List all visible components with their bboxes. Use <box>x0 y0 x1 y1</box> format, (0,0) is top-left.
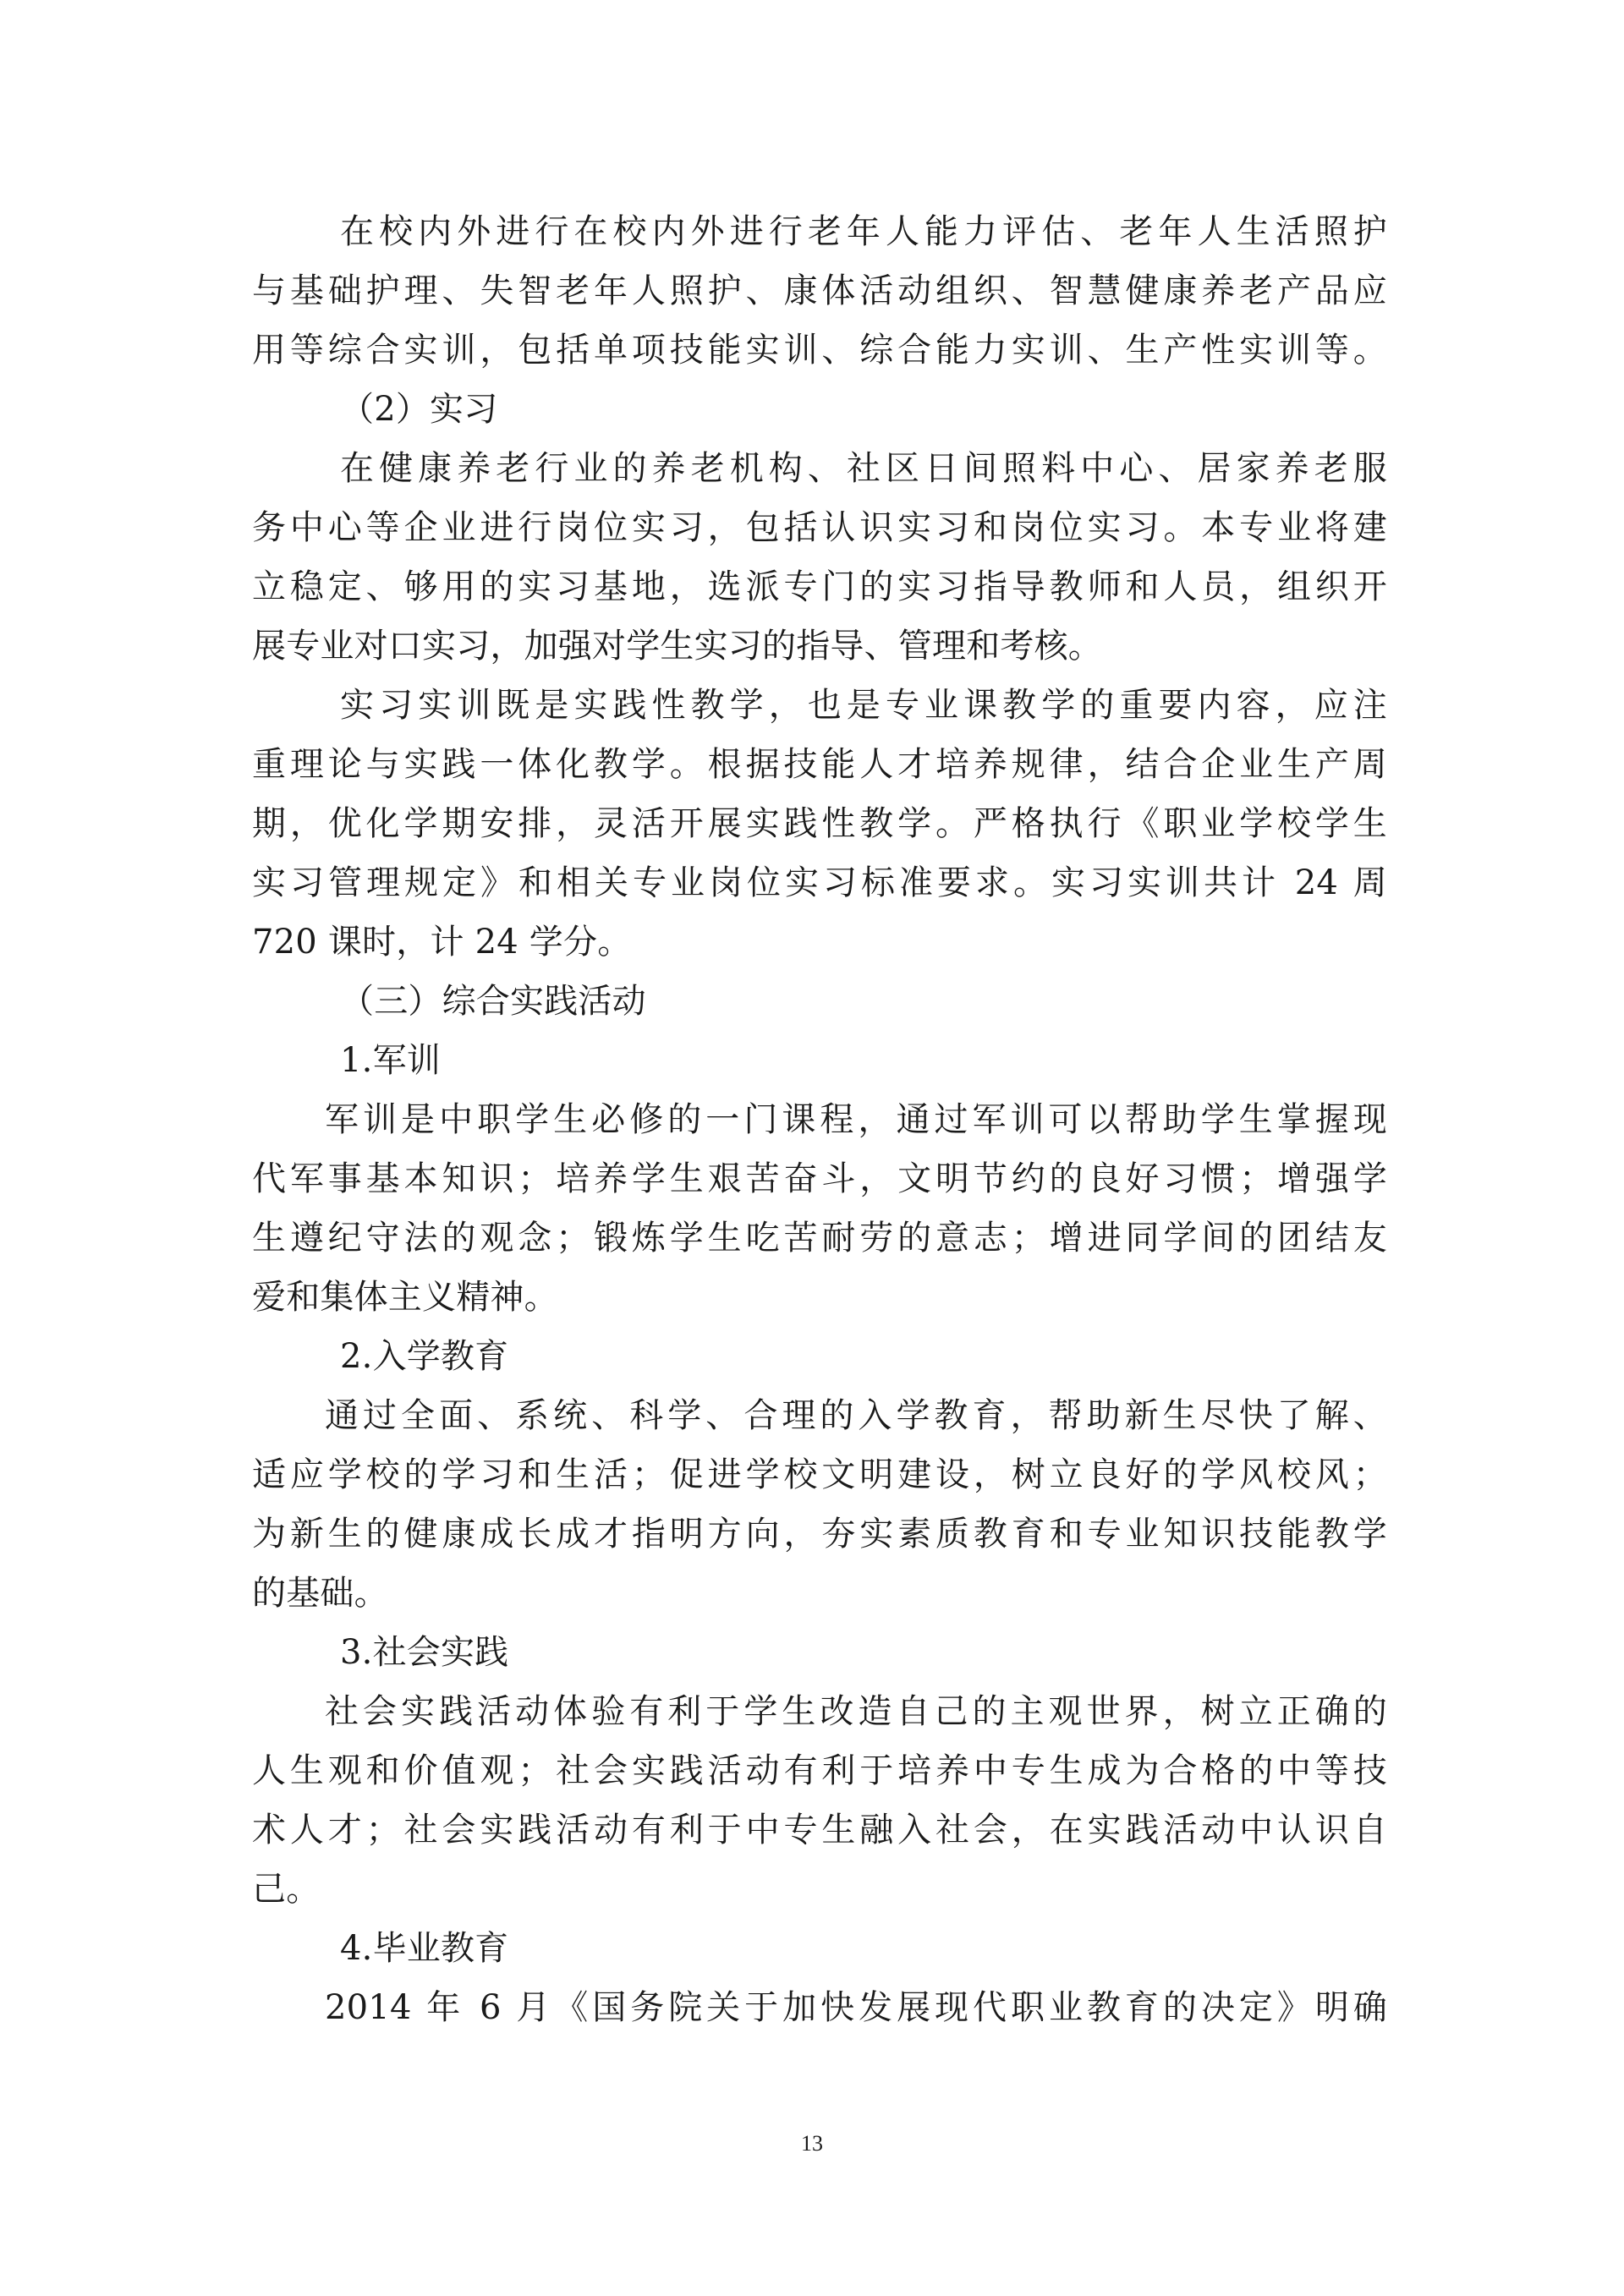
paragraph-line: 己。 <box>252 1870 321 1909</box>
paragraph-line: 适应学校的学习和生活；促进学校文明建设，树立良好的学风校风； <box>252 1455 1387 1494</box>
paragraph-line: 立稳定、够用的实习基地，选派专门的实习指导教师和人员，组织开 <box>252 567 1387 606</box>
paragraph-line: 代军事基本知识；培养学生艰苦奋斗，文明节约的良好习惯；增强学 <box>252 1159 1387 1198</box>
paragraph-line: 人生观和价值观；社会实践活动有利于培养中专生成为合格的中等技 <box>252 1751 1387 1790</box>
paragraph-line: 期，优化学期安排，灵活开展实践性教学。严格执行《职业学校学生 <box>252 804 1387 843</box>
subsection-heading: （2）实习 <box>340 390 498 429</box>
paragraph-line: 在校内外进行在校内外进行老年人能力评估、老年人生活照护 <box>340 212 1387 251</box>
paragraph-line: 实习管理规定》和相关专业岗位实习标准要求。实习实训共计 24 周 <box>252 863 1387 902</box>
paragraph-line: 展专业对口实习，加强对学生实习的指导、管理和考核。 <box>252 627 1102 666</box>
paragraph-line: 通过全面、系统、科学、合理的入学教育，帮助新生尽快了解、 <box>325 1396 1387 1435</box>
paragraph-line: 实习实训既是实践性教学，也是专业课教学的重要内容，应注 <box>340 686 1387 725</box>
paragraph-line: 的基础。 <box>252 1574 388 1613</box>
paragraph-line: 为新生的健康成长成才指明方向，夯实素质教育和专业知识技能教学 <box>252 1515 1387 1553</box>
section-heading: （三）综合实践活动 <box>340 982 646 1021</box>
paragraph-line: 重理论与实践一体化教学。根据技能人才培养规律，结合企业生产周 <box>252 745 1387 784</box>
subsection-heading: 3.社会实践 <box>340 1633 509 1672</box>
subsection-heading: 2.入学教育 <box>340 1337 509 1376</box>
paragraph-line: 生遵纪守法的观念；锻炼学生吃苦耐劳的意志；增进同学间的团结友 <box>252 1219 1387 1258</box>
paragraph-line: 在健康养老行业的养老机构、社区日间照料中心、居家养老服 <box>340 449 1387 488</box>
subsection-heading: 1.军训 <box>340 1041 441 1080</box>
paragraph-line: 2014 年 6 月《国务院关于加快发展现代职业教育的决定》明确 <box>325 1988 1387 2027</box>
paragraph-line: 社会实践活动体验有利于学生改造自己的主观世界，树立正确的 <box>325 1692 1387 1731</box>
paragraph-line: 与基础护理、失智老年人照护、康体活动组织、智慧健康养老产品应 <box>252 271 1387 310</box>
paragraph-line: 720 课时，计 24 学分。 <box>252 923 632 962</box>
paragraph-line: 术人才；社会实践活动有利于中专生融入社会，在实践活动中认识自 <box>252 1811 1387 1849</box>
paragraph-line: 爱和集体主义精神。 <box>252 1278 558 1317</box>
page-number: 13 <box>801 2131 823 2156</box>
paragraph-line: 务中心等企业进行岗位实习，包括认识实习和岗位实习。本专业将建 <box>252 508 1387 547</box>
paragraph-line: 用等综合实训，包括单项技能实训、综合能力实训、生产性实训等。 <box>252 331 1387 370</box>
subsection-heading: 4.毕业教育 <box>340 1929 509 1968</box>
paragraph-line: 军训是中职学生必修的一门课程，通过军训可以帮助学生掌握现 <box>325 1100 1387 1139</box>
